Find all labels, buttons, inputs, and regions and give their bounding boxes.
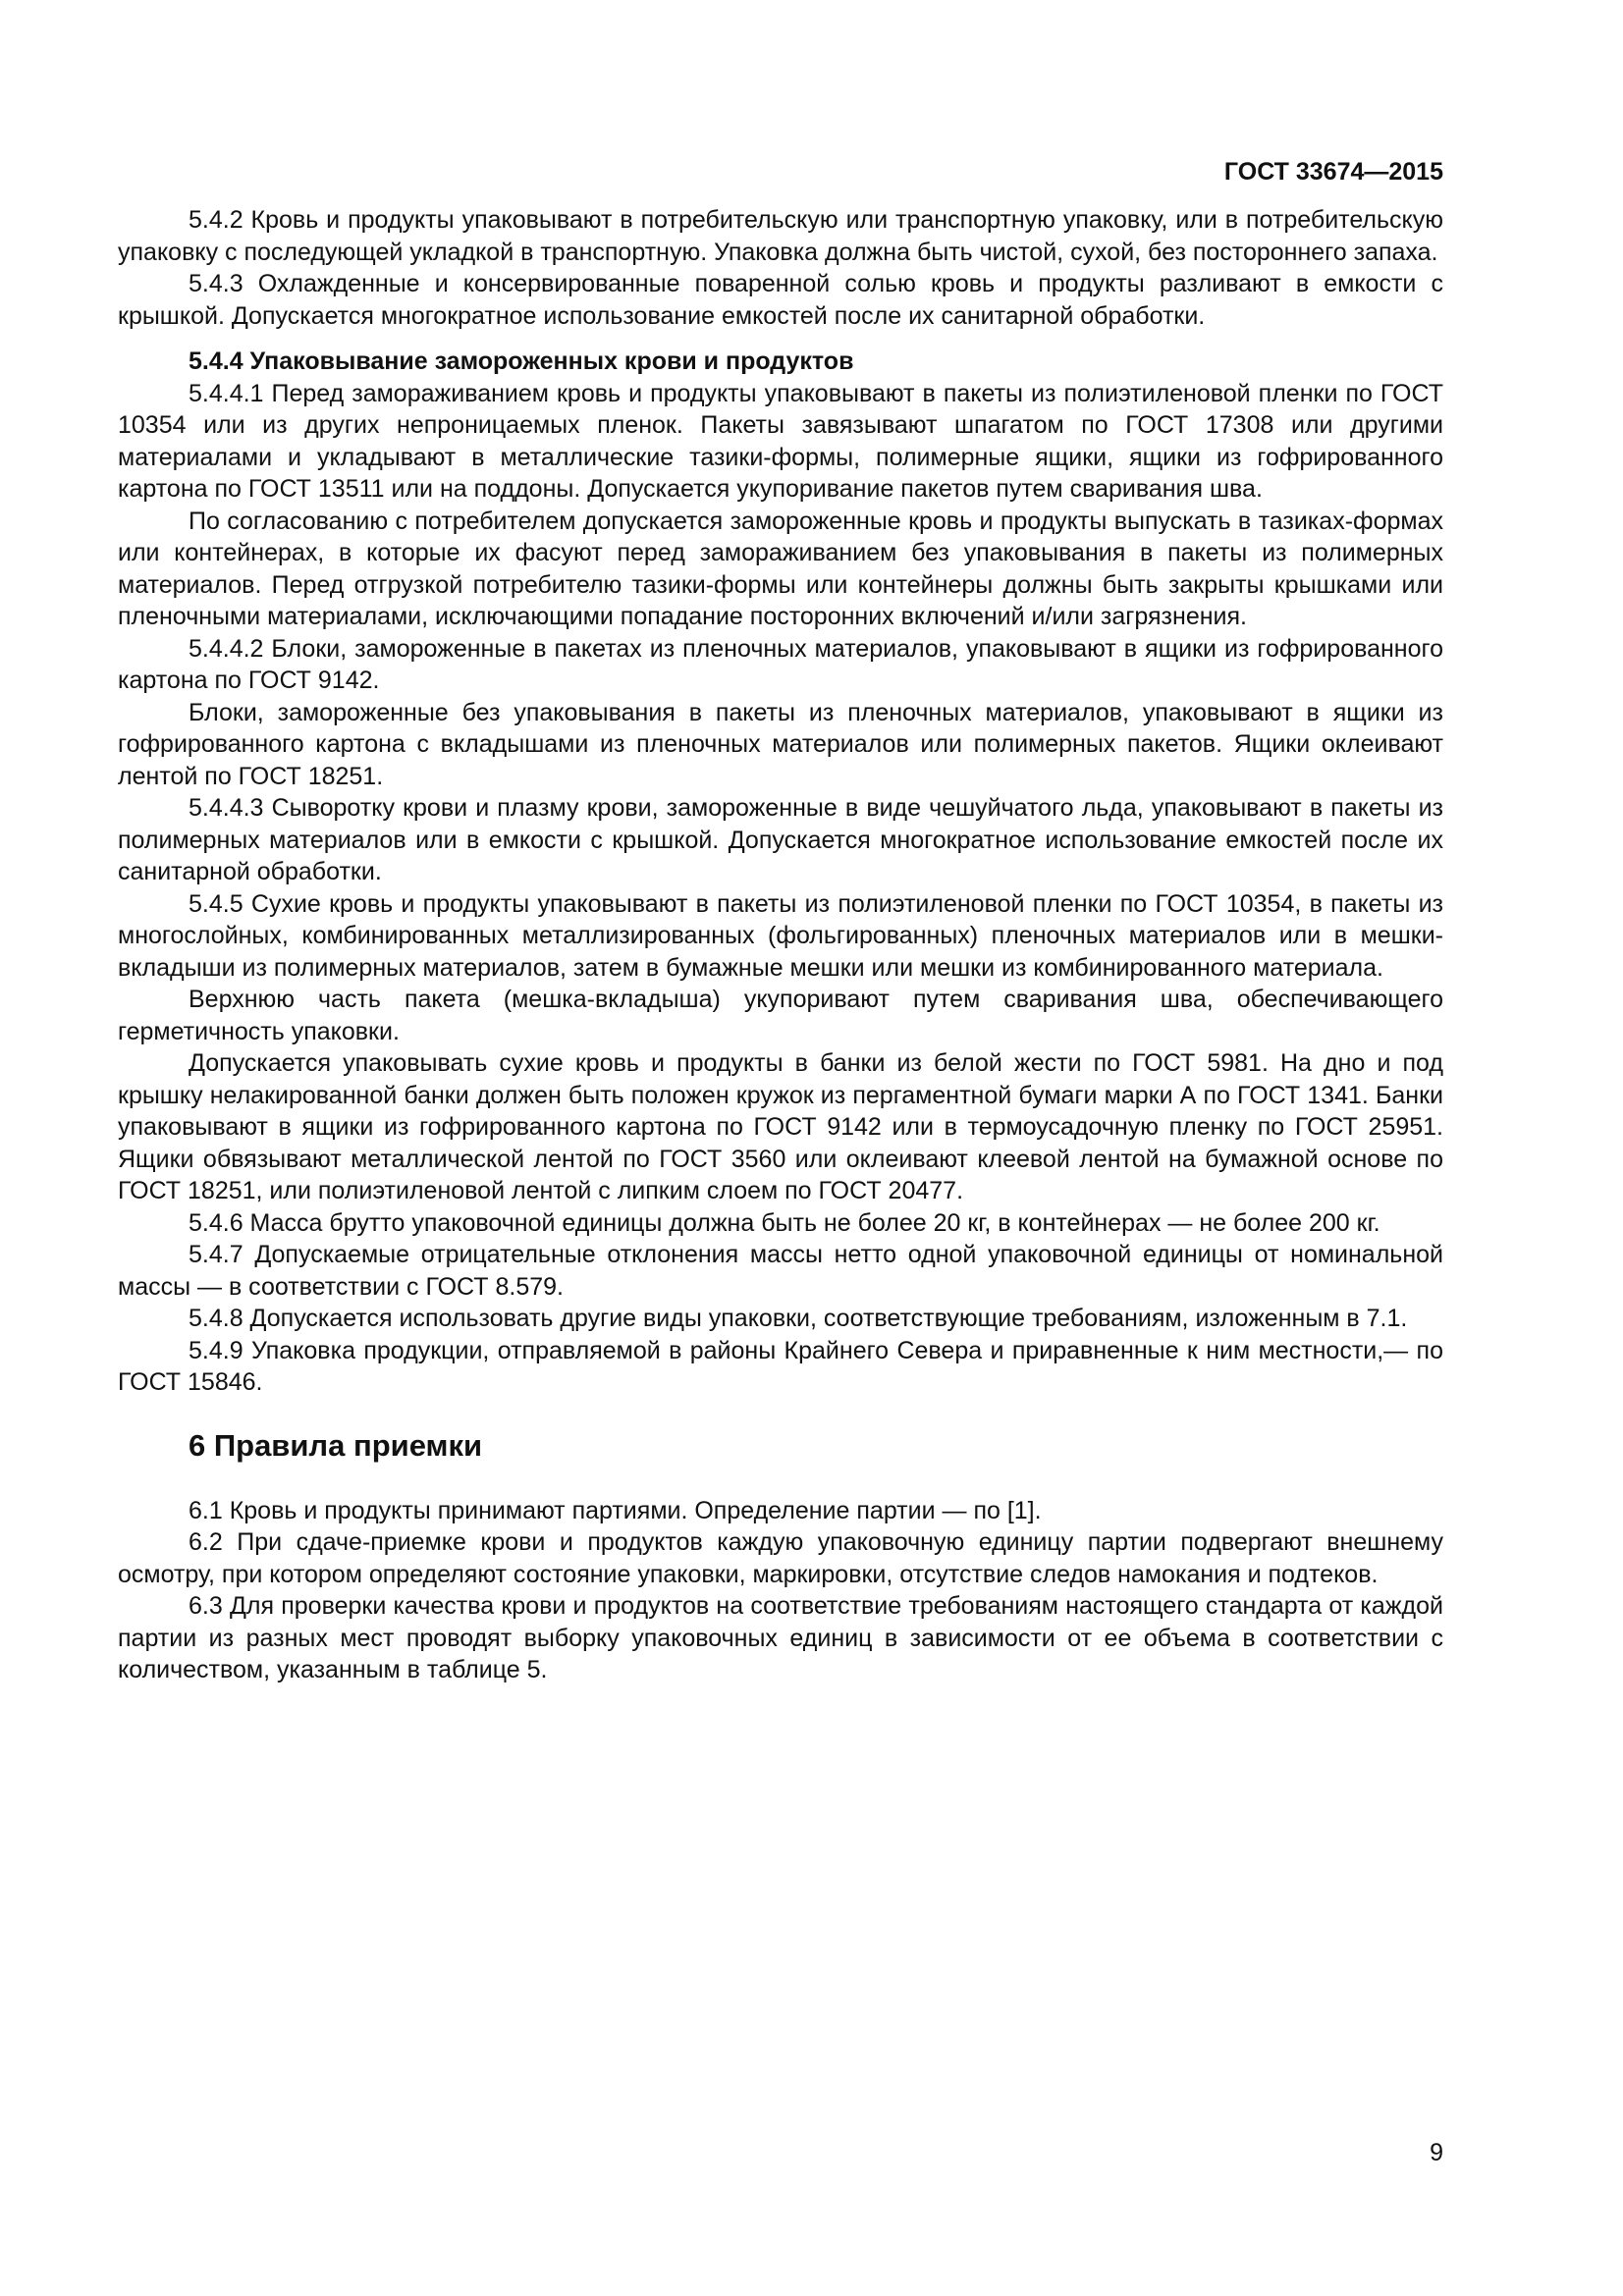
paragraph-blocks-unpacked: Блоки, замороженные без упаковывания в пакеты из пленочных материалов, упаковывают в ящики из гофрированного картона с вкладышами из пленочных материалов или полимерных пакетов. Ящики оклеивают лентой по ГОСТ 18251.: [118, 698, 1443, 790]
paragraph-bag-top: Верхнюю часть пакета (мешка-вкладыша) укупоривают путем сваривания шва, обеспечивающего герметичность упаковки.: [118, 986, 1443, 1045]
subheading-5-4-4: 5.4.4 Упаковывание замороженных крови и продуктов: [189, 347, 854, 375]
paragraph-5-4-3: 5.4.3 Охлажденные и консервированные поваренной солью кровь и продукты разливают в емкости с крышкой. Допускается многократное использование емкостей после их санитарной обработки.: [118, 270, 1443, 330]
paragraph-5-4-4-3: 5.4.4.3 Сыворотку крови и плазму крови, замороженные в виде чешуйчатого льда, упаковывают в пакеты из полимерных материалов или в емкости с крышкой. Допускается многократное использование емкостей после их санитарной обработки.: [118, 794, 1443, 885]
paragraph-6-1: 6.1 Кровь и продукты принимают партиями. Определение партии — по [1].: [189, 1496, 1042, 1524]
paragraph-5-4-2: 5.4.2 Кровь и продукты упаковывают в потребительскую или транспортную упаковку, или в потребительскую упаковку с последующей укладкой в транспортную. Упаковка должна быть чистой, сухой, без постороннего запаха.: [118, 206, 1443, 266]
paragraph-5-4-5: 5.4.5 Сухие кровь и продукты упаковывают в пакеты из полиэтиленовой пленки по ГОСТ 10354, в пакеты из многослойных, комбинированных металлизированных (фольгированных) пленочных материалов или в мешки-вкладыши из полимерных материалов, затем в бумажные мешки или мешки из комбинированного материала.: [118, 889, 1443, 982]
paragraph-5-4-7: 5.4.7 Допускаемые отрицательные отклонения массы нетто одной упаковочной единицы от номинальной массы — в соответствии с ГОСТ 8.579.: [118, 1241, 1443, 1301]
section-title-6: 6 Правила приемки: [189, 1427, 483, 1463]
paragraph-agreement: По согласованию с потребителем допускается замороженные кровь и продукты выпускать в тазиках-формах или контейнерах, в которые их фасуют перед замораживанием без упаковывания в пакеты из полимерных материалов. Перед отгрузкой потребителю тазики-формы или контейнеры должны быть закрыты крышками или пленочными материалами, исключающими попадание посторонних включений и/или загрязнения.: [118, 507, 1443, 630]
paragraph-5-4-8: 5.4.8 Допускается использовать другие виды упаковки, соответствующие требованиям, изложенным в 7.1.: [189, 1305, 1408, 1332]
paragraph-5-4-4-1: 5.4.4.1 Перед замораживанием кровь и продукты упаковывают в пакеты из полиэтиленовой пленки по ГОСТ 10354 или из других непроницаемых пленок. Пакеты завязывают шпагатом по ГОСТ 17308 или другими материалами и укладывают в металлические тазики-формы, полимерные ящики, ящики из гофрированного картона по ГОСТ 13511 или на поддоны. Допускается укупоривание пакетов путем сваривания шва.: [118, 379, 1443, 503]
document-body: [118, 204, 1443, 1686]
paragraph-5-4-6: 5.4.6 Масса брутто упаковочной единицы должна быть не более 20 кг, в контейнерах — не более 200 кг.: [189, 1208, 1380, 1237]
paragraph-6-2: 6.2 При сдаче-приемке крови и продуктов каждую упаковочную единицу партии подвергают внешнему осмотру, при котором определяют состояние упаковки, маркировки, отсутствие следов намокания и подтеков.: [118, 1528, 1443, 1588]
paragraph-tin-cans: Допускается упаковывать сухие кровь и продукты в банки из белой жести по ГОСТ 5981. На дно и под крышку нелакированной банки должен быть положен кружок из пергаментной бумаги марки А по ГОСТ 1341. Банки упаковывают в ящики из гофрированного картона по ГОСТ 9142 или в термоусадочную пленку по ГОСТ 25951. Ящики обвязывают металлической лентой по ГОСТ 3560 или оклеивают клеевой лентой на бумажной основе по ГОСТ 18251, или полиэтиленовой лентой с липким слоем по ГОСТ 20477.: [118, 1049, 1443, 1204]
paragraph-6-3: 6.3 Для проверки качества крови и продуктов на соответствие требованиям настоящего стандарта от каждой партии из разных мест проводят выборку упаковочных единиц в зависимости от ее объема в соответствии с количеством, указанным в таблице 5.: [118, 1592, 1443, 1683]
page-number: 9: [1430, 2139, 1443, 2166]
paragraph-5-4-9: 5.4.9 Упаковка продукции, отправляемой в районы Крайнего Севера и приравненные к ним местности,— по ГОСТ 15846.: [118, 1336, 1443, 1396]
paragraph-5-4-4-2: 5.4.4.2 Блоки, замороженные в пакетах из пленочных материалов, упаковывают в ящики из гофрированного картона по ГОСТ 9142.: [118, 634, 1443, 694]
document-header: ГОСТ 33674—2015: [1223, 158, 1443, 186]
